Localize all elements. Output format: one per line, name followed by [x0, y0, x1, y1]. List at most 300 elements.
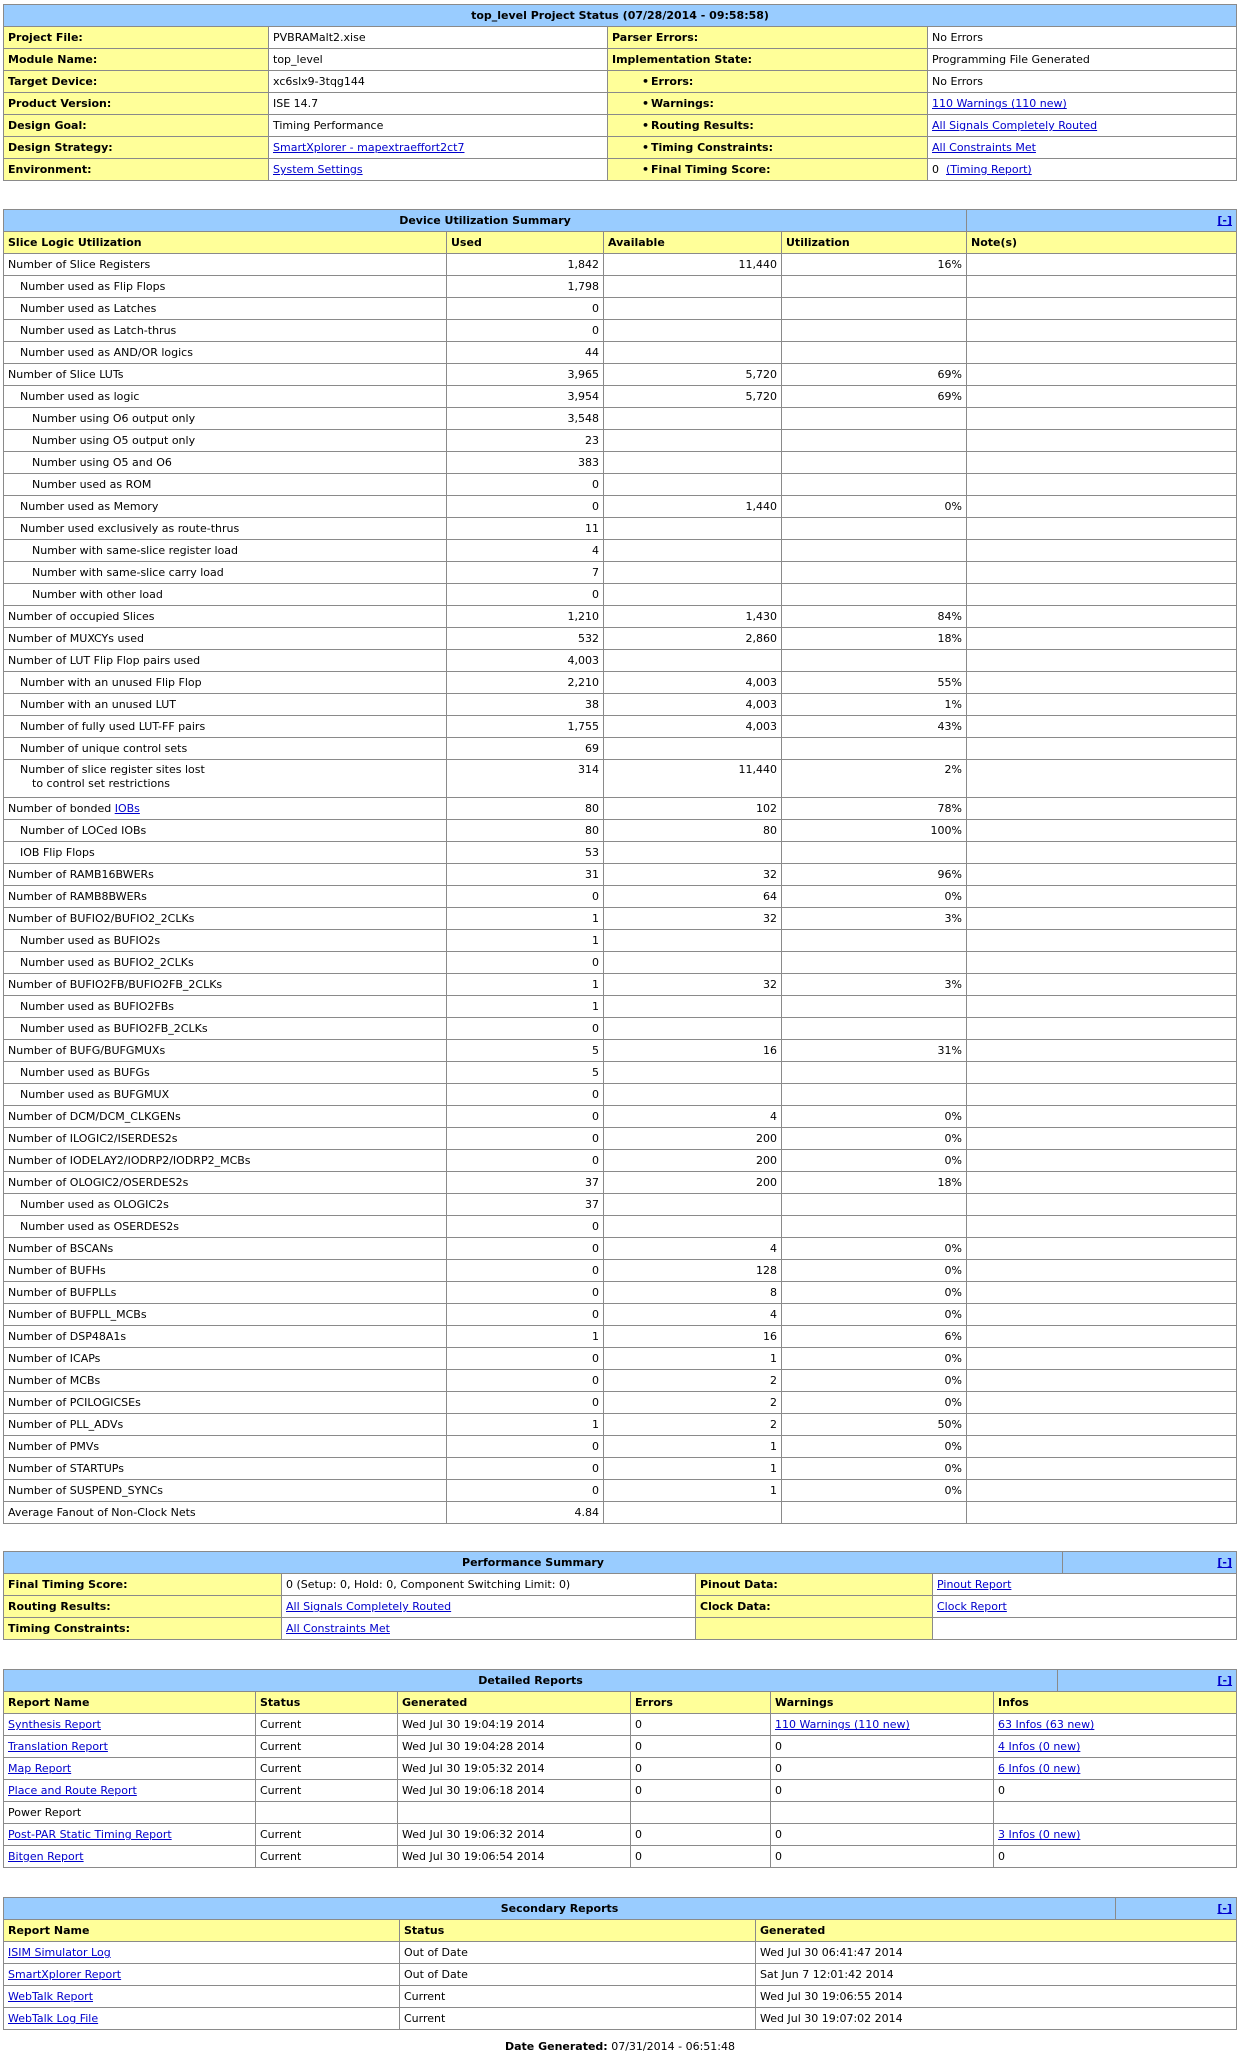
utilization-notes [967, 430, 1237, 452]
status-label: Environment: [4, 159, 269, 181]
utilization-label-cell [4, 1260, 447, 1282]
report-infos-link[interactable]: 63 Infos (63 new) [998, 1718, 1095, 1731]
utilization-label-cell [4, 518, 447, 540]
utilization-used: 3,548 [447, 408, 604, 430]
performance-value: 0 (Setup: 0, Hold: 0, Component Switching Limit: 0) [286, 1578, 571, 1591]
performance-value-link[interactable]: Clock Report [937, 1600, 1007, 1613]
report-errors: 0 [631, 1714, 771, 1736]
utilization-notes [967, 628, 1237, 650]
utilization-label-cell [4, 864, 447, 886]
utilization-label: Number of occupied Slices [8, 610, 155, 623]
utilization-avail: 5,720 [604, 364, 782, 386]
utilization-avail: 4,003 [604, 716, 782, 738]
utilization-label-cell [4, 628, 447, 650]
utilization-used: 0 [447, 1392, 604, 1414]
status-value-cell [928, 27, 1237, 49]
utilization-row [4, 1414, 1237, 1436]
utilization-row [4, 1172, 1237, 1194]
detailed-report-row [4, 1736, 1237, 1758]
report-name-cell [4, 1758, 256, 1780]
utilization-label: Number of Slice LUTs [8, 368, 124, 381]
utilization-label: Number used as BUFIO2_2CLKs [20, 956, 194, 969]
utilization-label: Number of OLOGIC2/OSERDES2s [8, 1176, 189, 1189]
status-row [4, 115, 1237, 137]
utilization-label: IOB Flip Flops [20, 846, 95, 859]
utilization-label-cell [4, 798, 447, 820]
utilization-notes [967, 1216, 1237, 1238]
utilization-util [782, 408, 967, 430]
utilization-used: 80 [447, 798, 604, 820]
utilization-used: 1 [447, 1326, 604, 1348]
utilization-row [4, 1326, 1237, 1348]
utilization-util: 0% [782, 496, 967, 518]
device-utilization-title: Device Utilization Summary [4, 210, 967, 232]
utilization-row [4, 1260, 1237, 1282]
utilization-label: Number using O6 output only [32, 412, 196, 425]
report-name: Power Report [8, 1806, 82, 1819]
utilization-notes [967, 1150, 1237, 1172]
utilization-label: Number of BUFIO2FB/BUFIO2FB_2CLKs [8, 978, 223, 991]
utilization-label: Number of DSP48A1s [8, 1330, 127, 1343]
utilization-util: 0% [782, 1348, 967, 1370]
utilization-avail: 200 [604, 1150, 782, 1172]
status-label-text: • Errors: [612, 75, 693, 88]
utilization-label: Number of unique control sets [20, 742, 188, 755]
utilization-label: Number used exclusively as route-thrus [20, 522, 240, 535]
utilization-label-cell [4, 760, 447, 798]
utilization-row [4, 1458, 1237, 1480]
status-value-link[interactable]: All Constraints Met [932, 141, 1036, 154]
utilization-util [782, 320, 967, 342]
utilization-label-cell [4, 562, 447, 584]
utilization-column-header: Slice Logic Utilization [4, 232, 447, 254]
utilization-util [782, 1216, 967, 1238]
status-value: No Errors [932, 75, 983, 88]
status-value-link[interactable]: System Settings [273, 163, 363, 176]
utilization-notes [967, 276, 1237, 298]
utilization-notes [967, 1326, 1237, 1348]
utilization-used: 44 [447, 342, 604, 364]
performance-value-cell [282, 1618, 696, 1640]
utilization-util: 0% [782, 1128, 967, 1150]
utilization-util: 78% [782, 798, 967, 820]
utilization-label: Number used as BUFGs [20, 1066, 150, 1079]
utilization-notes [967, 452, 1237, 474]
utilization-util [782, 1084, 967, 1106]
status-label: Product Version: [4, 93, 269, 115]
utilization-notes [967, 1238, 1237, 1260]
utilization-row [4, 408, 1237, 430]
utilization-label: Number of PMVs [8, 1440, 100, 1453]
utilization-notes [967, 1480, 1237, 1502]
utilization-util: 3% [782, 974, 967, 996]
utilization-label-cell [4, 930, 447, 952]
utilization-used: 38 [447, 694, 604, 716]
timing-report-link[interactable]: (Timing Report) [946, 163, 1032, 176]
utilization-label: Number used as BUFIO2FBs [20, 1000, 175, 1013]
report-name-link[interactable]: Bitgen Report [8, 1850, 84, 1863]
utilization-row [4, 386, 1237, 408]
utilization-util [782, 952, 967, 974]
report-infos-cell [994, 1758, 1237, 1780]
utilization-label-cell [4, 694, 447, 716]
secondary-collapse-link[interactable]: [-] [1217, 1902, 1232, 1915]
utilization-row [4, 628, 1237, 650]
secondary-report-link[interactable]: SmartXplorer Report [8, 1968, 122, 1981]
utilization-row [4, 1238, 1237, 1260]
report-name-cell [4, 1802, 256, 1824]
utilization-label-cell [4, 908, 447, 930]
report-name-link[interactable]: Translation Report [8, 1740, 108, 1753]
utilization-used: 314 [447, 760, 604, 798]
utilization-label-cell [4, 886, 447, 908]
performance-row [4, 1618, 1237, 1640]
utilization-util [782, 996, 967, 1018]
utilization-label: Number used as Latch-thrus [20, 324, 177, 337]
utilization-notes [967, 1304, 1237, 1326]
utilization-avail: 200 [604, 1172, 782, 1194]
utilization-avail [604, 320, 782, 342]
performance-label: Routing Results: [4, 1596, 282, 1618]
utilization-label-cell [4, 430, 447, 452]
utilization-label-cell [4, 1502, 447, 1524]
report-infos-link[interactable]: 3 Infos (0 new) [998, 1828, 1081, 1841]
utilization-used: 11 [447, 518, 604, 540]
utilization-label: Number of fully used LUT-FF pairs [20, 720, 206, 733]
status-value-link[interactable]: 110 Warnings (110 new) [932, 97, 1067, 110]
utilization-used: 0 [447, 1106, 604, 1128]
secondary-column-header: Status [400, 1920, 756, 1942]
utilization-used: 0 [447, 1084, 604, 1106]
report-warnings: 0 [775, 1850, 782, 1863]
detailed-column-header: Warnings [771, 1692, 994, 1714]
utilization-used: 1,210 [447, 606, 604, 628]
utilization-label-cell [4, 1062, 447, 1084]
utilization-util [782, 1062, 967, 1084]
utilization-avail [604, 930, 782, 952]
status-label-text: • Routing Results: [612, 119, 754, 132]
status-value-cell [269, 49, 608, 71]
utilization-avail: 1 [604, 1348, 782, 1370]
status-value: Programming File Generated [932, 53, 1090, 66]
performance-value-link[interactable]: All Signals Completely Routed [286, 1600, 452, 1613]
utilization-collapse-toggle[interactable] [967, 210, 1237, 232]
utilization-used: 532 [447, 628, 604, 650]
utilization-avail [604, 298, 782, 320]
project-status-table [3, 4, 1237, 181]
utilization-util [782, 930, 967, 952]
report-infos: 0 [998, 1784, 1005, 1797]
utilization-label: Number of ILOGIC2/ISERDES2s [8, 1132, 178, 1145]
utilization-label-cell [4, 1282, 447, 1304]
secondary-collapse-toggle[interactable] [1116, 1898, 1237, 1920]
report-name-link[interactable]: Post-PAR Static Timing Report [8, 1828, 172, 1841]
utilization-notes [967, 298, 1237, 320]
utilization-avail [604, 276, 782, 298]
performance-value-cell [933, 1574, 1237, 1596]
utilization-label: Number used as logic [20, 390, 140, 403]
performance-value-link[interactable]: Pinout Report [937, 1578, 1012, 1591]
utilization-label-continuation: to control set restrictions [32, 777, 170, 790]
utilization-row [4, 1370, 1237, 1392]
utilization-label: Number with same-slice register load [32, 544, 239, 557]
utilization-row [4, 798, 1237, 820]
utilization-notes [967, 320, 1237, 342]
secondary-report-link[interactable]: WebTalk Log File [8, 2012, 99, 2025]
utilization-row [4, 694, 1237, 716]
status-row [4, 49, 1237, 71]
utilization-avail [604, 996, 782, 1018]
secondary-name-cell [4, 2008, 400, 2030]
report-warnings: 0 [775, 1740, 782, 1753]
utilization-notes [967, 1502, 1237, 1524]
utilization-notes [967, 842, 1237, 864]
date-generated [0, 2040, 1240, 2053]
utilization-label: Number using O5 output only [32, 434, 196, 447]
utilization-label-cell [4, 474, 447, 496]
report-infos-cell [994, 1846, 1237, 1868]
utilization-row [4, 738, 1237, 760]
utilization-label: Number used as AND/OR logics [20, 346, 193, 359]
utilization-notes [967, 952, 1237, 974]
utilization-row [4, 518, 1237, 540]
utilization-used: 0 [447, 1370, 604, 1392]
status-row [4, 71, 1237, 93]
utilization-row [4, 886, 1237, 908]
report-infos: 0 [998, 1850, 1005, 1863]
utilization-avail: 5,720 [604, 386, 782, 408]
utilization-notes [967, 1084, 1237, 1106]
report-errors: 0 [631, 1780, 771, 1802]
report-warnings-cell [771, 1714, 994, 1736]
utilization-notes [967, 606, 1237, 628]
utilization-label: Number with an unused LUT [20, 698, 176, 711]
report-status: Current [256, 1714, 398, 1736]
utilization-notes [967, 974, 1237, 996]
utilization-notes [967, 716, 1237, 738]
utilization-row [4, 496, 1237, 518]
utilization-avail: 32 [604, 908, 782, 930]
date-generated-label: Date Generated: [504, 2040, 608, 2053]
utilization-util [782, 1194, 967, 1216]
utilization-row [4, 930, 1237, 952]
secondary-report-row [4, 1964, 1237, 1986]
utilization-avail: 80 [604, 820, 782, 842]
utilization-util [782, 738, 967, 760]
utilization-row [4, 254, 1237, 276]
utilization-column-header: Utilization [782, 232, 967, 254]
performance-row [4, 1574, 1237, 1596]
status-value-link[interactable]: All Signals Completely Routed [932, 119, 1098, 132]
secondary-generated: Wed Jul 30 06:41:47 2014 [756, 1942, 1237, 1964]
utilization-row [4, 760, 1237, 798]
utilization-used: 53 [447, 842, 604, 864]
utilization-label-cell [4, 1348, 447, 1370]
performance-row [4, 1596, 1237, 1618]
secondary-report-link[interactable]: WebTalk Report [8, 1990, 94, 2003]
utilization-used: 3,954 [447, 386, 604, 408]
performance-collapse-link[interactable]: [-] [1217, 1556, 1232, 1569]
secondary-generated: Wed Jul 30 19:06:55 2014 [756, 1986, 1237, 2008]
utilization-notes [967, 1436, 1237, 1458]
status-row [4, 159, 1237, 181]
utilization-avail [604, 584, 782, 606]
utilization-used: 0 [447, 1216, 604, 1238]
status-value-cell [269, 93, 608, 115]
status-value-cell [928, 93, 1237, 115]
utilization-row [4, 430, 1237, 452]
utilization-label-cell [4, 1458, 447, 1480]
utilization-label-cell [4, 996, 447, 1018]
utilization-used: 7 [447, 562, 604, 584]
utilization-util: 1% [782, 694, 967, 716]
utilization-label: Number used as BUFGMUX [20, 1088, 170, 1101]
utilization-label-cell [4, 1436, 447, 1458]
utilization-label: Average Fanout of Non-Clock Nets [8, 1506, 196, 1519]
utilization-avail: 1,440 [604, 496, 782, 518]
report-warnings-cell [771, 1846, 994, 1868]
report-warnings-link[interactable]: 110 Warnings (110 new) [775, 1718, 910, 1731]
utilization-row [4, 1084, 1237, 1106]
utilization-used: 0 [447, 1348, 604, 1370]
utilization-util: 0% [782, 1392, 967, 1414]
utilization-label-cell [4, 842, 447, 864]
utilization-avail: 128 [604, 1260, 782, 1282]
utilization-avail: 32 [604, 864, 782, 886]
report-generated: Wed Jul 30 19:04:19 2014 [398, 1714, 631, 1736]
status-value-cell [269, 27, 608, 49]
utilization-label-cell [4, 1172, 447, 1194]
utilization-avail: 2 [604, 1392, 782, 1414]
detailed-collapse-toggle[interactable] [1058, 1670, 1237, 1692]
secondary-report-link[interactable]: ISIM Simulator Log [8, 1946, 111, 1959]
utilization-label: Number of BUFG/BUFGMUXs [8, 1044, 166, 1057]
utilization-label: Number used as Flip Flops [20, 280, 166, 293]
detailed-collapse-link[interactable]: [-] [1217, 1674, 1233, 1687]
report-generated: Wed Jul 30 19:06:32 2014 [398, 1824, 631, 1846]
utilization-notes [967, 342, 1237, 364]
report-status [256, 1802, 398, 1824]
utilization-used: 31 [447, 864, 604, 886]
performance-value-link[interactable]: All Constraints Met [286, 1622, 390, 1635]
utilization-used: 3,965 [447, 364, 604, 386]
report-infos-link[interactable]: 4 Infos (0 new) [998, 1740, 1081, 1753]
performance-label: Timing Constraints: [4, 1618, 282, 1640]
utilization-row [4, 1194, 1237, 1216]
report-warnings: 0 [775, 1828, 782, 1841]
report-errors: 0 [631, 1824, 771, 1846]
performance-collapse-toggle[interactable] [1063, 1552, 1237, 1574]
report-errors: 0 [631, 1846, 771, 1868]
utilization-notes [967, 364, 1237, 386]
detailed-report-row [4, 1780, 1237, 1802]
utilization-used: 0 [447, 1282, 604, 1304]
utilization-used: 1 [447, 996, 604, 1018]
utilization-avail [604, 1502, 782, 1524]
status-value: No Errors [932, 31, 983, 44]
report-warnings-cell [771, 1736, 994, 1758]
status-value-cell [928, 49, 1237, 71]
utilization-notes [967, 1062, 1237, 1084]
performance-label: Clock Data: [696, 1596, 933, 1618]
utilization-used: 1,798 [447, 276, 604, 298]
utilization-used: 0 [447, 1480, 604, 1502]
utilization-notes [967, 1348, 1237, 1370]
utilization-avail: 8 [604, 1282, 782, 1304]
utilization-util [782, 430, 967, 452]
utilization-util: 16% [782, 254, 967, 276]
utilization-used: 0 [447, 1150, 604, 1172]
utilization-util: 100% [782, 820, 967, 842]
secondary-column-header: Report Name [4, 1920, 400, 1942]
status-value-link[interactable]: SmartXplorer - mapextraeffort2ct7 [273, 141, 465, 154]
utilization-notes [967, 1392, 1237, 1414]
utilization-avail: 102 [604, 798, 782, 820]
performance-value-cell [933, 1618, 1237, 1640]
utilization-label-cell [4, 1216, 447, 1238]
utilization-row [4, 540, 1237, 562]
status-value: Timing Performance [273, 119, 384, 132]
utilization-label-cell [4, 1194, 447, 1216]
utilization-notes [967, 1106, 1237, 1128]
status-value: PVBRAMalt2.xise [273, 31, 366, 44]
secondary-status: Out of Date [400, 1964, 756, 1986]
utilization-avail [604, 842, 782, 864]
report-name-link[interactable]: Synthesis Report [8, 1718, 101, 1731]
performance-value-cell [933, 1596, 1237, 1618]
utilization-label-cell [4, 650, 447, 672]
utilization-row [4, 864, 1237, 886]
utilization-label-cell [4, 320, 447, 342]
utilization-collapse-link[interactable]: [-] [1217, 214, 1232, 227]
status-label: Design Strategy: [4, 137, 269, 159]
utilization-util [782, 276, 967, 298]
detailed-report-row [4, 1824, 1237, 1846]
utilization-label: Number of STARTUPs [8, 1462, 124, 1475]
utilization-util [782, 518, 967, 540]
report-generated [398, 1802, 631, 1824]
utilization-used: 5 [447, 1062, 604, 1084]
secondary-report-row [4, 1986, 1237, 2008]
utilization-notes [967, 820, 1237, 842]
report-name-link[interactable]: Map Report [8, 1762, 72, 1775]
utilization-row [4, 562, 1237, 584]
utilization-util: 0% [782, 1238, 967, 1260]
utilization-avail: 4 [604, 1304, 782, 1326]
secondary-reports-table [3, 1897, 1237, 2030]
report-name-link[interactable]: Place and Route Report [8, 1784, 137, 1797]
utilization-util [782, 562, 967, 584]
report-infos-link[interactable]: 6 Infos (0 new) [998, 1762, 1081, 1775]
utilization-label-cell [4, 298, 447, 320]
utilization-used: 1,842 [447, 254, 604, 276]
utilization-avail: 2 [604, 1414, 782, 1436]
utilization-used: 1 [447, 908, 604, 930]
status-value: 0 [932, 163, 939, 176]
utilization-row [4, 842, 1237, 864]
performance-value-cell [282, 1574, 696, 1596]
utilization-notes [967, 1172, 1237, 1194]
utilization-avail [604, 650, 782, 672]
utilization-used: 23 [447, 430, 604, 452]
iobs-link[interactable]: IOBs [114, 802, 140, 815]
utilization-util: 0% [782, 1480, 967, 1502]
utilization-row [4, 650, 1237, 672]
utilization-row [4, 452, 1237, 474]
utilization-avail [604, 952, 782, 974]
utilization-notes [967, 1414, 1237, 1436]
utilization-avail [604, 452, 782, 474]
